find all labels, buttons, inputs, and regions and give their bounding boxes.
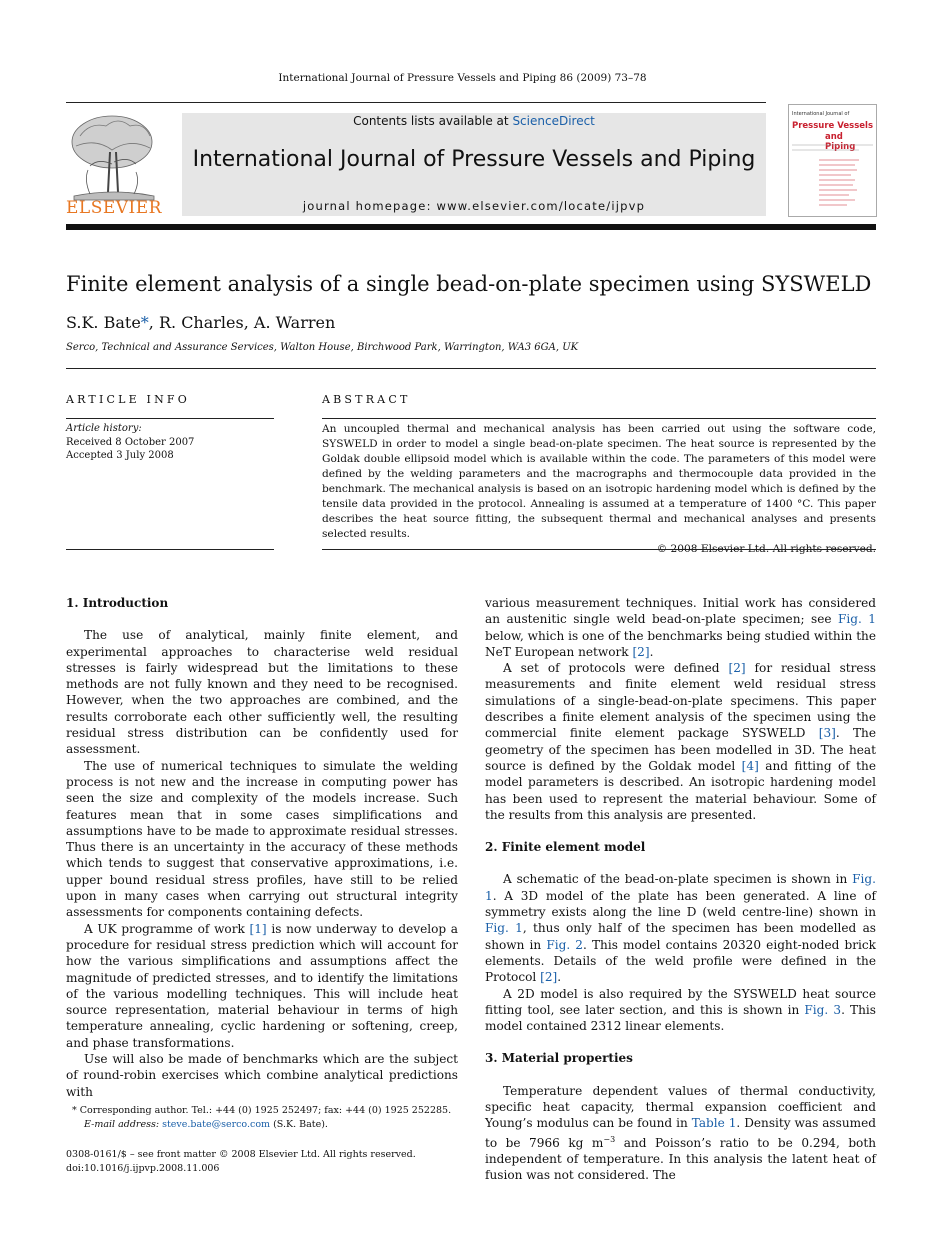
abstract-rule-bottom [322,549,876,550]
affiliation: Serco, Technical and Assurance Services, Walton House, Birchwood Park, Warrington, WA3 6GA, UK [66,342,579,353]
ref-4-link[interactable]: [4] [741,758,759,773]
ref-2-link[interactable]: [2] [728,661,746,676]
text-span: Temperature dependent values of thermal conductivity, specific heat capacity, thermal expansion coefficient and Young’s modulus can be found in [485,1083,876,1131]
body-column-left [66,595,458,1100]
text-span: . [557,970,562,985]
contents-prefix: Contents lists available at [353,114,513,128]
article-title: Finite element analysis of a single bead-on-plate specimen using SYSWELD [66,272,872,296]
fig-1-link[interactable]: Fig. 1 [485,921,523,936]
intro-paragraph-4-start [66,1051,458,1100]
section-3-heading: 3. Material properties [485,1051,633,1066]
article-info-rule-top [66,418,274,419]
fe-model-paragraph-1 [485,871,876,985]
cover-line-3: and Piping [825,132,856,152]
material-paragraph-1 [485,1083,876,1184]
contents-line [182,113,766,128]
header-rule [66,102,766,103]
text-span: A set of protocols were defined [503,661,729,676]
header-thick-rule [66,224,876,230]
elsevier-logo[interactable] [66,112,160,217]
intro-paragraph-2: The use of numerical techniques to simulate the welding process is not new and the increase in computing power has seen the size and complexity of the models increase. Such features mean that in some cases simplifications and assumptions have to be made to approximate residual stresses. Thus there is an uncertainty in the accuracy of these methods which tends to suggest that conservative approximations, i.e. upper bound residual stress profiles, have still to be relied upon in many cases when carrying out structural integrity assessments for components containing defects. [66,758,458,920]
article-history [66,422,194,463]
text-span: . [649,644,654,659]
fig-1-link[interactable]: Fig. 1 [838,612,876,627]
issn-line: 0308-0161/$ – see front matter © 2008 Elsevier Ltd. All rights reserved. [66,1149,416,1160]
text-span: . This model contained 2312 linear elements. [485,1002,876,1034]
history-label: Article history: [66,423,142,434]
doi-line[interactable]: doi:10.1016/j.ijpvp.2008.11.006 [66,1162,220,1174]
ref-2-link[interactable]: [2] [632,644,650,659]
corresponding-author-footnote [66,1104,458,1131]
fig-2-link[interactable]: Fig. 2 [546,937,583,952]
text-span: A UK programme of work [84,921,250,936]
journal-banner [182,113,766,216]
text-span: . A 3D model of the plate has been generated. A line of symmetry exists along the line D (weld centre-line) shown in [485,888,876,920]
table-1-link[interactable]: Table 1 [691,1116,737,1131]
text-span: , thus only half of the specimen has been modelled as shown in [485,921,877,952]
author-list [66,313,335,332]
text-span: A schematic of the bead-on-plate specimen is shown in [503,872,853,887]
email-link[interactable]: steve.bate@serco.com [162,1118,271,1130]
footnote-line-2 [66,1118,458,1132]
text-span: . Density was assumed to be 7966 kg m [485,1116,876,1150]
ref-2-link[interactable]: [2] [540,970,558,985]
fig-1-link[interactable]: Fig. 1 [485,872,876,903]
corresponding-author-mark[interactable]: * [140,313,149,332]
abstract-text: An uncoupled thermal and mechanical analysis has been carried out using the software code, SYSWELD in order to model a single bead-on-plate specimen. The heat source is represented by the Goldak double ellipsoid model which is available within the code. The parameters of this model were defined by the welding parameters and the macrographs and thermocouple data provided in the benchmark. The mechanical analysis is based on an isotropic hardening model which is defined by the tensile data provided in the protocol. Annealing is assumed at a temperature of 1400 °C. This paper describes the heat source fitting, the subsequent thermal and mechanical analyses and presents selected results. [322,423,876,540]
intro-paragraph-1: The use of analytical, mainly finite element, and experimental approaches to characterise weld residual stresses is fairly widespread but the limitations to these methods are not fully known and they need to be recognised. However, when the two approaches are combined, and the results corroborate each other sufficiently well, the resulting residual stress distribution can be confidently used for assessment. [66,628,458,757]
abstract-copyright: © 2008 Elsevier Ltd. All rights reserved. [656,543,876,555]
accepted-date: Accepted 3 July 2008 [66,450,174,461]
density-exponent: −3 [603,1134,616,1144]
abstract-body [322,422,876,557]
journal-cover[interactable] [788,104,877,217]
text-span: . This model contains 20320 eight-noded brick elements. Details of the weld profile were defined in the Protocol [485,937,876,985]
cover-contents-icon [789,105,876,216]
cover-line-1: International Journal of [792,111,850,117]
title-rule [66,368,876,369]
page-footer [66,1148,416,1175]
ref-1-link[interactable]: [1] [249,921,267,936]
ref-3-link[interactable]: [3] [818,726,836,741]
fig-3-link[interactable]: Fig. 3 [804,1002,842,1017]
journal-homepage[interactable]: journal homepage: www.elsevier.com/locate/ijpvp [302,199,646,213]
author-1: S.K. Bate [66,313,141,332]
intro-paragraph-5 [485,660,876,823]
article-info-rule-bottom [66,549,274,550]
email-label: E-mail address: [84,1118,163,1130]
text-span: . The geometry of the specimen has been modelled in 3D. The heat source is defined by the Goldak model [485,726,876,773]
received-date: Received 8 October 2007 [66,436,195,448]
text-span: A 2D model is also required by the SYSWELD heat source fitting tool, see later section, and this is shown in [485,986,876,1017]
elsevier-wordmark: ELSEVIER [66,198,162,218]
journal-title[interactable]: International Journal of Pressure Vessels and Piping [192,147,756,172]
intro-p4-visible: Use will also be made of benchmarks which are the subject of round-robin exercises which combine analytical predictions with [66,1052,458,1099]
sciencedirect-link[interactable]: ScienceDirect [512,114,595,128]
intro-paragraph-4-cont: various measurement techniques. Initial work has considered an austenitic single weld bead-on-plate specimen; see Fig. 1 below, which is one of the benchmarks being studied within the NeT European network [2]. [485,596,876,659]
abstract-rule-top [322,418,876,419]
text-span: and Poisson’s ratio to be 0.294, both independent of temperature. In this analysis the latent heat of fusion was not considered. The [485,1135,876,1183]
email-suffix: (S.K. Bate). [270,1118,328,1130]
running-head: International Journal of Pressure Vessels and Piping 86 (2009) 73–78 [278,72,647,84]
body-column-right [485,595,876,1184]
cover-line-2: Pressure Vessels [792,121,874,131]
section-1-heading: 1. Introduction [66,596,169,610]
text-span: for residual stress measurements and finite element weld residual stress simulations of a single-bead-on-plate specimens. This paper describes a finite element analysis of the specimen using the commercial finite element package SYSWELD [485,661,876,741]
abstract-heading: ABSTRACT [322,393,411,406]
section-2-heading: 2. Finite element model [485,840,646,855]
footnote-line-1 [66,1104,458,1118]
text-span: and fitting of the model parameters is described. An isotropic hardening model has been used to represent the material behaviour. Some of the results from this analysis are presented. [485,758,876,822]
text-span: is now underway to develop a procedure for residual stress prediction which will account for how the various simplifications and assumptions affect the magnitude of predicted stresses, and to identify the limitations of the various modelling techniques. This will include heat source representation, material behaviour in terms of high temperature annealing, cyclic hardening or softening, creep, and phase transformations. [66,921,459,1050]
other-authors: , R. Charles, A. Warren [148,313,336,332]
fe-model-paragraph-2 [485,986,876,1035]
text-span: below, which is one of the benchmarks being studied within the NeT European network [485,628,876,659]
footnote-contact: Corresponding author. Tel.: +44 (0) 1925 252497; fax: +44 (0) 1925 252285. [79,1105,452,1116]
footnote-mark: * [72,1105,77,1116]
article-info-heading: ARTICLE INFO [66,393,190,406]
intro-paragraph-3 [66,921,458,1051]
